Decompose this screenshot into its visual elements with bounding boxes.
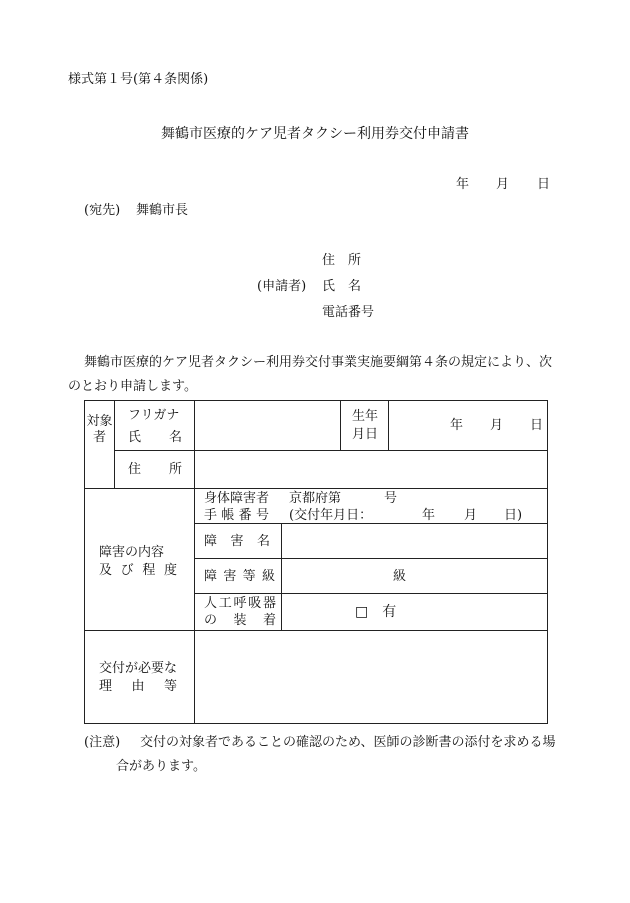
handbook-issue-year: 年: [422, 508, 436, 523]
grade-unit: 級: [393, 569, 407, 584]
birth-label-1: 生年: [352, 409, 379, 424]
table-border-right: [547, 400, 548, 724]
table-rule: [194, 523, 548, 524]
table-rule: [84, 488, 548, 489]
ventilator-label-1: 人 工 呼 吸 器: [204, 596, 276, 611]
handbook-issue-day: 日): [504, 508, 523, 523]
disability-label-2: 及 び 程 度: [99, 563, 177, 578]
handbook-label-2: 手 帳 番 号: [204, 508, 269, 523]
birth-month-label: 月: [490, 418, 504, 433]
applicant-name-label: 氏 名: [322, 279, 362, 294]
table-rule: [114, 450, 548, 451]
addressee-prefix: (宛先): [84, 203, 121, 218]
subject-address-label: 住 所: [128, 462, 182, 477]
addressee-name: 舞鶴市長: [136, 203, 189, 218]
disability-grade-label: 障 害 等 級: [204, 569, 275, 584]
note-line-2: 合があります。: [116, 759, 206, 774]
table-rule: [340, 400, 341, 451]
applicant-address-label: 住 所: [322, 253, 362, 268]
reason-label-1: 交付が必要な: [99, 661, 178, 676]
form-number: 様式第１号(第４条関係): [68, 72, 209, 87]
birth-day-label: 日: [530, 418, 544, 433]
statement-line-2: のとおり申請します。: [68, 379, 197, 394]
date-month-label: 月: [496, 177, 510, 192]
table-border-bottom: [84, 723, 548, 724]
birth-label-2: 月日: [352, 427, 379, 442]
page-title: 舞鶴市医療的ケア児者タクシー利用券交付申請書: [161, 126, 469, 142]
birth-year-label: 年: [450, 418, 464, 433]
table-rule: [194, 593, 548, 594]
applicant-role: (申請者): [257, 279, 307, 294]
handbook-label-1: 身体障害者: [204, 491, 270, 506]
date-year-label: 年: [456, 177, 470, 192]
table-rule: [194, 558, 548, 559]
applicant-phone-label: 電話番号: [322, 305, 375, 320]
statement-line-1: 舞鶴市医療的ケア児者タクシー利用券交付事業実施要綱第４条の規定により、次: [84, 355, 553, 370]
table-rule: [114, 400, 115, 489]
ventilator-label-2: の 装 着: [204, 613, 276, 628]
note-line-1: 交付の対象者であることの確認のため、医師の診断書の添付を求める場: [140, 735, 556, 750]
table-border-top: [84, 400, 548, 401]
table-rule: [84, 630, 548, 631]
table-rule: [388, 400, 389, 451]
handbook-issue-date-label: (交付年月日：: [289, 508, 373, 523]
disability-label-1: 障害の内容: [99, 545, 165, 560]
note-prefix: (注意): [84, 735, 121, 750]
handbook-number-unit: 号: [384, 491, 398, 506]
handbook-prefecture: 京都府第: [289, 491, 342, 506]
date-day-label: 日: [537, 177, 551, 192]
ventilator-checkbox[interactable]: □ 有: [355, 604, 397, 620]
table-border-left: [84, 400, 85, 724]
table-rule: [281, 523, 282, 631]
table-rule: [194, 400, 195, 724]
subject-label: 対象者: [86, 414, 113, 445]
reason-label-2: 理 由 等: [99, 679, 177, 694]
disability-name-label: 障 害 名: [204, 534, 270, 549]
furigana-label: フリガナ: [128, 408, 180, 423]
handbook-issue-month: 月: [464, 508, 478, 523]
subject-name-label: 氏 名: [128, 430, 182, 445]
